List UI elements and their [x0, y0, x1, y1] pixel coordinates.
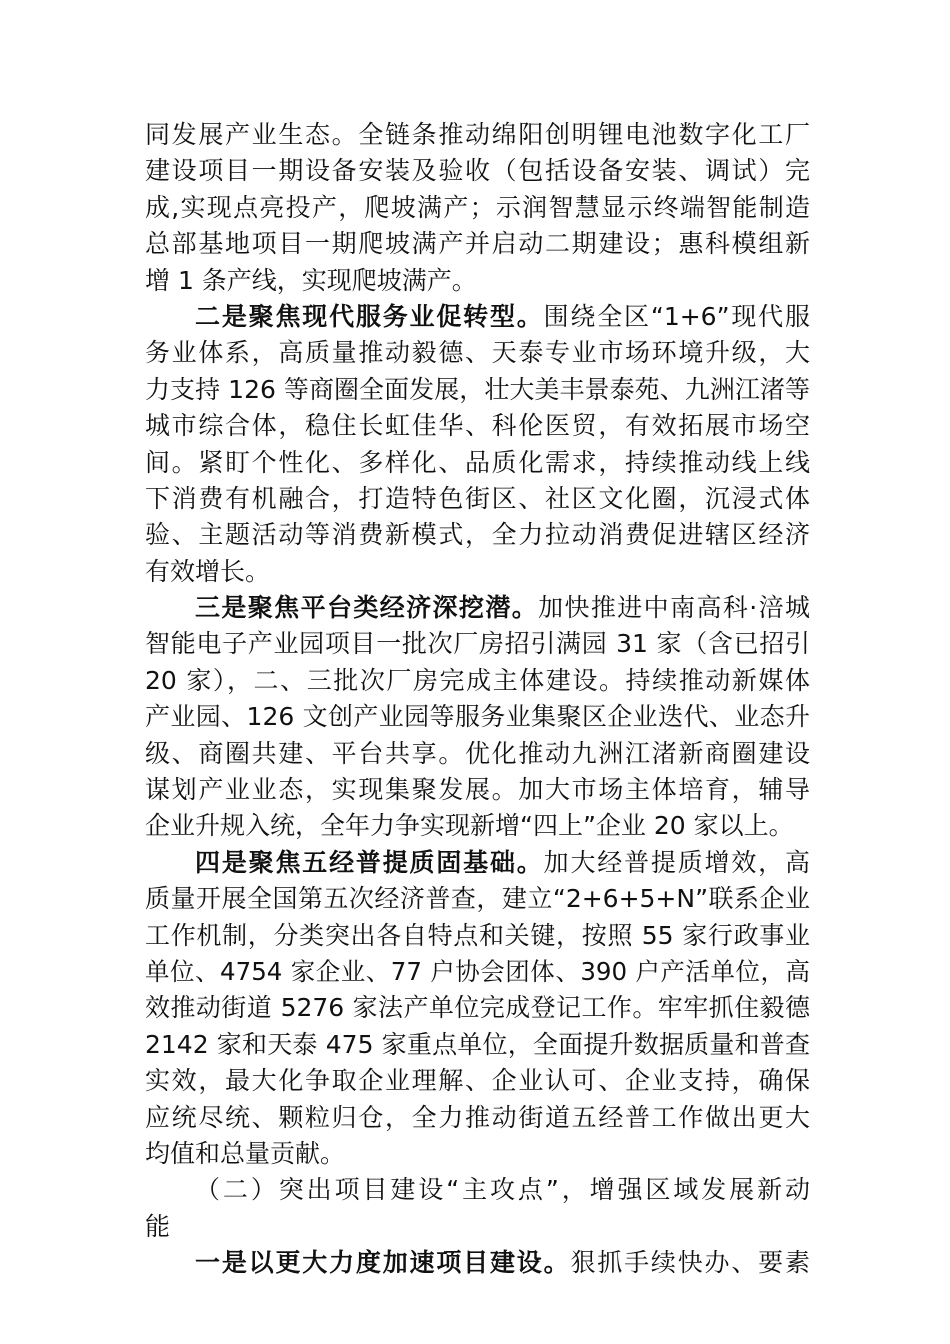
paragraph-heading: 一是以更大力度加速项目建设。	[195, 1248, 571, 1278]
section-heading: （二）突出项目建设“主攻点”，增强区域发展新动	[195, 1175, 810, 1205]
paragraph-heading: 三是聚焦平台类经济深挖潜。	[195, 593, 539, 623]
text-line: 2142 家和天泰 475 家重点单位，全面提升数据质量和普查	[145, 1029, 810, 1059]
text-line: 力支持 126 等商圈全面发展，壮大美丰景泰苑、九洲江渚等	[145, 374, 810, 404]
text-line: 城市综合体，稳住长虹佳华、科伦医贸，有效拓展市场空	[145, 411, 810, 441]
text-line: 增 1 条产线，实现爬坡满产。	[145, 265, 477, 295]
text-line: 产业园、126 文创产业园等服务业集聚区企业迭代、业态升	[145, 702, 810, 732]
text-line: 务业体系，高质量推动毅德、天泰专业市场环境升级，大	[145, 338, 810, 368]
text-line: 质量开展全国第五次经济普查，建立“2+6+5+N”联系企业	[145, 884, 810, 914]
paragraph-heading: 四是聚焦五经普提质固基础。	[195, 847, 544, 877]
paragraph-start: 二是聚焦现代服务业促转型。围绕全区“1+6”现代服	[195, 301, 810, 331]
section-heading-continued: 能	[145, 1211, 171, 1241]
document-body	[145, 117, 810, 1282]
text-line: 验、主题活动等消费新模式，全力拉动消费促进辖区经济	[145, 520, 810, 550]
paragraph-heading: 二是聚焦现代服务业促转型。	[195, 301, 544, 331]
text-line: 级、商圈共建、平台共享。优化推动九洲江渚新商圈建设	[145, 738, 810, 768]
text-line: 下消费有机融合，打造特色街区、社区文化圈，沉浸式体	[145, 483, 810, 513]
text-line: 同发展产业生态。全链条推动绵阳创明锂电池数字化工厂	[145, 120, 810, 149]
text-line: 有效增长。	[145, 556, 271, 586]
text-line: 均值和总量贡献。	[145, 1138, 346, 1168]
text-line: 应统尽统、颗粒归仓，全力推动街道五经普工作做出更大	[145, 1102, 810, 1132]
text-line: 实效，最大化争取企业理解、企业认可、企业支持，确保	[145, 1066, 810, 1096]
text-line: 谋划产业业态，实现集聚发展。加大市场主体培育，辅导	[145, 775, 810, 805]
paragraph-start: 一是以更大力度加速项目建设。狠抓手续快办、要素	[195, 1248, 810, 1278]
text-line: 企业升规入统，全年力争实现新增“四上”企业 20 家以上。	[145, 811, 794, 841]
text-line: 20 家），二、三批次厂房完成主体建设。持续推动新媒体	[145, 665, 810, 695]
text-line: 间。紧盯个性化、多样化、品质化需求，持续推动线上线	[145, 447, 810, 477]
text-line: 智能电子产业园项目一批次厂房招引满园 31 家（含已招引	[145, 629, 810, 659]
text-line: 总部基地项目一期爬坡满产并启动二期建设；惠科模组新	[145, 229, 810, 259]
text-line: 建设项目一期设备安装及验收（包括设备安装、调试）完	[145, 156, 810, 186]
paragraph-start: 四是聚焦五经普提质固基础。加大经普提质增效，高	[195, 847, 810, 877]
paragraph-start: 三是聚焦平台类经济深挖潜。加快推进中南高科·涪城	[195, 593, 810, 623]
text-line: 单位、4754 家企业、77 户协会团体、390 户产活单位，高	[145, 956, 810, 986]
text-line: 效推动街道 5276 家法产单位完成登记工作。牢牢抓住毅德	[145, 993, 810, 1023]
text-line: 工作机制，分类突出各自特点和关键，按照 55 家行政事业	[145, 920, 810, 950]
text-line: 成,实现点亮投产，爬坡满产；示润智慧显示终端智能制造	[145, 192, 810, 222]
